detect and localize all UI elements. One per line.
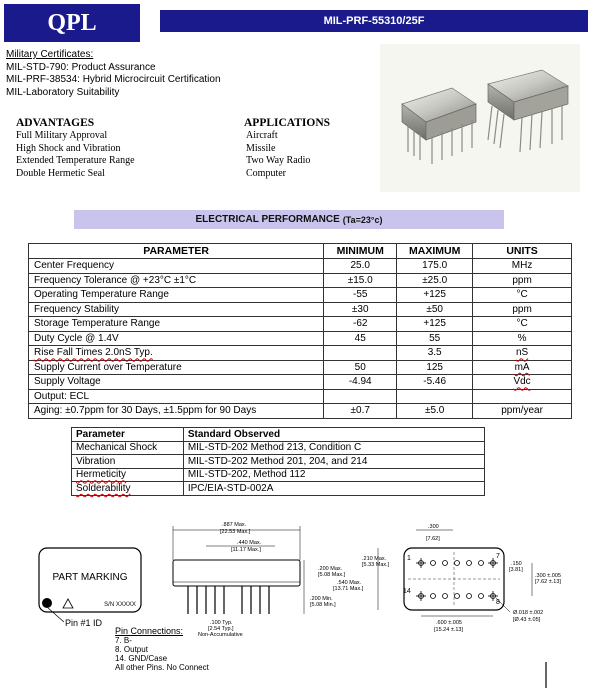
table-header-row <box>29 244 572 259</box>
cell-maximum: ±50 <box>397 302 473 317</box>
cell-units-text: Vdc <box>513 376 531 388</box>
cell-parameter: Duty Cycle @ 1.4V <box>29 331 324 346</box>
applications-list <box>246 130 310 180</box>
dim-600-label: .600 ±.005 <box>436 620 462 626</box>
cell-minimum: -55 <box>324 288 397 303</box>
certification-item: MIL-STD-790: Product Assurance <box>6 61 156 73</box>
advantage-item: High Shock and Vibration <box>16 142 121 154</box>
dim-body-label: .440 Max. <box>237 540 262 546</box>
application-item: Missile <box>246 142 276 154</box>
column-header-minimum: MINIMUM <box>324 244 397 259</box>
cell-units-text: nS <box>515 347 529 359</box>
cell-minimum: -4.94 <box>324 375 397 390</box>
certifications-heading: Military Certificates: <box>6 49 94 60</box>
dim-pitch-mm-label: [2.54 Typ.] <box>208 626 234 632</box>
pin-connection-item: 7. B- <box>115 636 132 645</box>
cell-parameter: Supply Current over Temperature <box>29 360 324 375</box>
pin-connection-item: 8. Output <box>115 645 148 654</box>
table-row <box>29 259 572 274</box>
cell-units <box>473 375 572 390</box>
cell-maximum: 175.0 <box>397 259 473 274</box>
cell-minimum: ±15.0 <box>324 273 397 288</box>
dim-300b-label: .300 ±.005 <box>535 573 561 579</box>
dim-600-mm-label: [15.24 ±.13] <box>434 627 464 633</box>
cell-parameter-text: Rise Fall Times 2.0nS Typ. <box>34 347 153 359</box>
cell-units: °C <box>473 288 572 303</box>
dim-overall-label: .887 Max. <box>222 522 247 528</box>
side-view-drawing <box>173 522 346 638</box>
cell-parameter: Center Frequency <box>29 259 324 274</box>
dim-150-label: .150 <box>511 561 522 567</box>
cell-minimum <box>324 389 397 404</box>
cell-parameter-text: Solderability <box>76 482 131 494</box>
part-number-banner: MIL-PRF-55310/25F <box>160 10 588 32</box>
dim-210-label: .210 Max. <box>362 556 387 562</box>
dim-top-mm-label: [7.62] <box>426 536 440 542</box>
cell-maximum: +125 <box>397 317 473 332</box>
cell-units: % <box>473 331 572 346</box>
cell-minimum <box>324 346 397 361</box>
dim-300b-mm-label: [7.62 ±.13] <box>535 579 561 585</box>
top-view-drawing <box>39 548 141 628</box>
table-row <box>29 331 572 346</box>
table-row <box>29 389 572 404</box>
dim-lead-mm-label: [5.08 Min.] <box>310 602 336 608</box>
cell-parameter: Frequency Stability <box>29 302 324 317</box>
cell-minimum: 50 <box>324 360 397 375</box>
table-row <box>29 317 572 332</box>
electrical-performance-table <box>28 243 572 419</box>
application-item: Computer <box>246 167 286 179</box>
dim-150-mm-label: [3.81] <box>509 567 523 573</box>
certification-item: MIL-PRF-38534: Hybrid Microcircuit Certification <box>6 74 221 85</box>
pin-connections-title: Pin Connections: <box>115 626 184 636</box>
mechanical-drawings <box>30 518 590 688</box>
product-photo <box>380 44 580 192</box>
pin-8-label: 8 <box>496 599 500 606</box>
column-header-standard: Standard Observed <box>183 428 484 442</box>
cell-minimum: 45 <box>324 331 397 346</box>
cell-parameter: Vibration <box>72 455 184 469</box>
cell-units: ppm/year <box>473 404 572 419</box>
qpl-logo: QPL <box>4 4 140 42</box>
pin-connections <box>115 627 209 672</box>
dim-540-label: .540 Max. <box>337 580 362 586</box>
pin-14-label: 14 <box>403 588 411 595</box>
cell-standard: MIL-STD-202, Method 112 <box>183 468 484 482</box>
application-item: Two Way Radio <box>246 155 311 166</box>
table-row <box>72 468 485 482</box>
advantages-list <box>16 130 135 180</box>
cell-maximum: 55 <box>397 331 473 346</box>
column-header-parameter: Parameter <box>72 428 184 442</box>
column-header-maximum: MAXIMUM <box>397 244 473 259</box>
advantage-item: Full Military Approval <box>16 130 108 141</box>
dim-height-mm-label: [5.08 Max.] <box>318 572 346 578</box>
bottom-view-drawing <box>333 524 561 688</box>
advantages-heading: ADVANTAGES <box>16 117 95 129</box>
table-header-row <box>72 428 485 442</box>
table-row <box>29 273 572 288</box>
cell-parameter <box>72 482 184 496</box>
application-item: Aircraft <box>246 130 278 141</box>
cell-units: MHz <box>473 259 572 274</box>
cell-minimum: 25.0 <box>324 259 397 274</box>
table-row <box>72 455 485 469</box>
cell-units: °C <box>473 317 572 332</box>
pin-7-label: 7 <box>496 553 500 560</box>
cell-parameter: Storage Temperature Range <box>29 317 324 332</box>
cell-parameter: Mechanical Shock <box>72 441 184 455</box>
cell-parameter: Frequency Tolerance @ +23°C ±1°C <box>29 273 324 288</box>
pin-connection-item: All other Pins. No Connect <box>115 663 209 672</box>
cell-standard: MIL-STD-202 Method 201, 204, and 214 <box>183 455 484 469</box>
dim-body-mm-label: [11.17 Max.] <box>231 547 261 553</box>
pin-1-label: 1 <box>407 555 411 562</box>
cell-minimum: ±0.7 <box>324 404 397 419</box>
cell-parameter <box>29 346 324 361</box>
pin-connection-item: 14. GND/Case <box>115 654 168 663</box>
cell-maximum: -5.46 <box>397 375 473 390</box>
cell-minimum: -62 <box>324 317 397 332</box>
cell-units-text: mA <box>514 361 530 373</box>
dim-lead-label: .200 Min. <box>310 596 333 602</box>
cell-maximum: 3.5 <box>397 346 473 361</box>
pin1-marker-icon <box>42 598 52 608</box>
part-marking-label: PART MARKING <box>52 572 128 583</box>
cell-parameter: Aging: ±0.7ppm for 30 Days, ±1.5ppm for 90 Days <box>29 404 324 419</box>
cell-units: ppm <box>473 273 572 288</box>
serial-number-label: S/N XXXXX <box>104 602 136 608</box>
table-row <box>29 346 572 361</box>
dim-dia-label: Ø.018 ±.002 <box>513 610 544 616</box>
cell-units <box>473 346 572 361</box>
table-row <box>72 482 485 496</box>
electrical-performance-banner <box>74 210 504 229</box>
dim-540-mm-label: [13.71 Max.] <box>333 586 364 592</box>
advantage-item: Double Hermetic Seal <box>16 167 105 179</box>
table-row <box>29 302 572 317</box>
cell-parameter <box>72 468 184 482</box>
table-row <box>29 375 572 390</box>
non-accumulative-label: Non-Accumulative <box>198 632 243 638</box>
cell-units <box>473 389 572 404</box>
cell-parameter-text: Hermeticity <box>76 469 127 481</box>
cell-standard: MIL-STD-202 Method 213, Condition C <box>183 441 484 455</box>
cell-parameter: Supply Voltage <box>29 375 324 390</box>
certifications-block <box>6 49 221 99</box>
cell-maximum <box>397 389 473 404</box>
dim-210-mm-label: [5.33 Max.] <box>362 562 390 568</box>
dim-top-label: .300 <box>428 524 439 530</box>
certification-item: MIL-Laboratory Suitability <box>6 86 120 98</box>
table-row <box>29 404 572 419</box>
column-header-parameter: PARAMETER <box>29 244 324 259</box>
cell-parameter: Operating Temperature Range <box>29 288 324 303</box>
cell-maximum: +125 <box>397 288 473 303</box>
table-row <box>29 288 572 303</box>
column-header-units: UNITS <box>473 244 572 259</box>
applications-heading: APPLICATIONS <box>244 117 331 129</box>
dim-dia-mm-label: [Ø.43 ±.05] <box>513 617 541 623</box>
table-row <box>29 360 572 375</box>
oscillator-packages-image <box>380 44 580 192</box>
cell-minimum: ±30 <box>324 302 397 317</box>
cell-maximum: ±25.0 <box>397 273 473 288</box>
cell-units: ppm <box>473 302 572 317</box>
cell-standard: IPC/EIA-STD-002A <box>183 482 484 496</box>
electrical-performance-condition: (Ta=23°c) <box>342 214 383 225</box>
advantage-item: Extended Temperature Range <box>16 155 135 166</box>
table-row <box>72 441 485 455</box>
cell-maximum: ±5.0 <box>397 404 473 419</box>
dim-overall-mm-label: [22.53 Max.] <box>220 529 251 535</box>
pin1-id-label: Pin #1 ID <box>65 618 103 628</box>
cell-units <box>473 360 572 375</box>
warning-triangle-icon <box>63 599 73 608</box>
cell-maximum: 125 <box>397 360 473 375</box>
electrical-performance-title: ELECTRICAL PERFORMANCE <box>195 214 340 225</box>
dim-height-label: .200 Max. <box>318 566 343 572</box>
dim-pitch-label: .100 Typ. <box>210 620 233 626</box>
standards-table <box>71 427 485 496</box>
cell-parameter: Output: ECL <box>29 389 324 404</box>
